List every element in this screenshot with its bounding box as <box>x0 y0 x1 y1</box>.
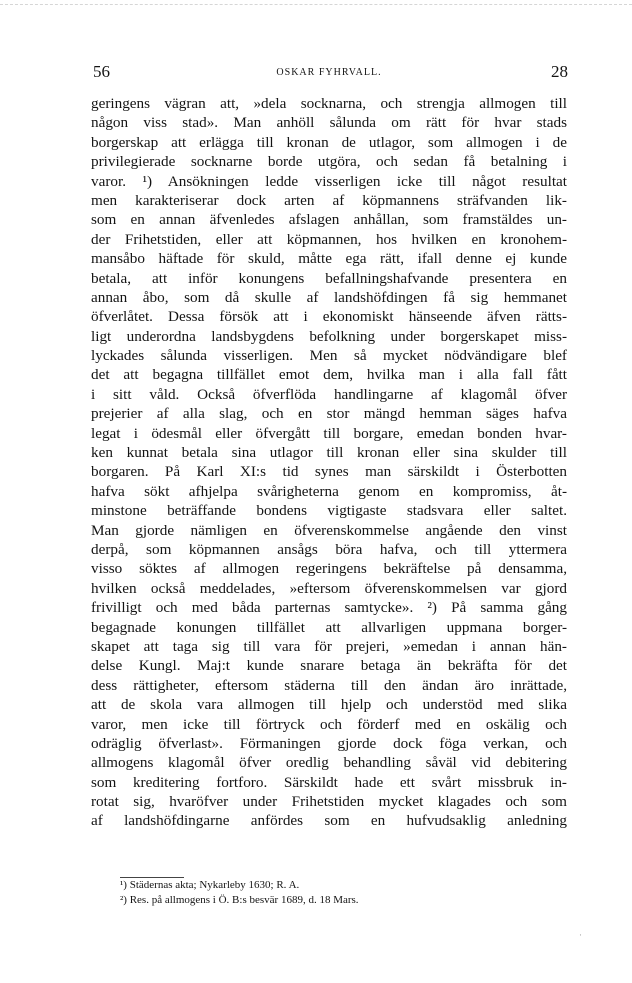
running-head: OSKAR FYHRVALL. <box>276 67 382 78</box>
text-line: öfverlåtet. Dessa försök att i ekonomiskt hänseende äfven rätts- <box>91 308 567 326</box>
footnote-1: ¹) Städernas akta; Nykarleby 1630; R. A. <box>120 879 300 891</box>
text-line: visso söktes af allmogen regeringens bekräftelse på densamma, <box>91 560 567 578</box>
footnote-2: ²) Res. på allmogens i Ö. B:s besvär 1689, d. 18 Mars. <box>120 894 359 906</box>
footnotes <box>120 878 540 908</box>
text-line: rotat sig, hvaröfver under Frihetstiden mycket klagades och som <box>91 793 567 811</box>
page-number-right: 28 <box>551 62 568 81</box>
text-line: Man gjorde nämligen en öfverenskommelse angående den vinst <box>91 521 567 539</box>
scan-edge-line <box>0 4 632 5</box>
body-text <box>91 94 567 831</box>
text-line: odräglig öfverlast». Förmaningen gjorde dock föga verkan, och <box>91 734 567 752</box>
text-line: varor, men icke till förtryck och förderf med en oskälig och <box>91 715 567 733</box>
text-line: skapet att taga sig till vara för prejeri, »emedan i annan hän- <box>91 637 567 655</box>
text-line: borgaren. På Karl XI:s tid synes man särskildt i Österbotten <box>91 463 567 481</box>
text-line: frivilligt och med båda parternas samtycke». ²) På samma gång <box>91 599 567 617</box>
text-line: varor. ¹) Ansökningen ledde visserligen icke till något resultat <box>91 172 567 190</box>
text-line: borgerskap att erlägga till kronan de utlagor, som allmogen i de <box>91 133 567 151</box>
text-line: hafva sökt afhjelpa svårigheterna genom en kompromiss, åt- <box>91 482 567 500</box>
text-line: lyckades sålunda visserligen. Men så mycket nödvändigare blef <box>91 347 567 365</box>
text-line: privilegierade socknarne borde utgöra, och sedan få betalning i <box>91 153 567 171</box>
page-number-left: 56 <box>93 62 110 81</box>
text-line: af landshöfdingarne anfördes som en hufvudsaklig anledning <box>91 812 567 830</box>
text-line: prejerier af alla slag, och en stor mängd hemman säges hafva <box>91 405 567 423</box>
text-line: i sitt våld. Också öfverflöda handlingarne af klagomål öfver <box>91 385 567 403</box>
text-line: betala, att inför konungens befallningshafvande presentera en <box>91 269 567 287</box>
text-line: allmogens klagomål öfver oredlig behandling såväl vid debitering <box>91 754 567 772</box>
text-line: mansåbo häftade för skuld, måtte ega rätt, ifall denne ej kunde <box>91 250 567 268</box>
text-line: som kreditering fortforo. Särskildt hade ett svårt missbruk in- <box>91 773 567 791</box>
scan-speck-mark: · <box>579 930 582 940</box>
text-line: delse Kungl. Maj:t kunde snarare betaga än bekräfta för det <box>91 657 567 675</box>
text-line: geringens vägran att, »dela socknarna, och strengja allmogen till <box>91 95 567 112</box>
text-line: dess rättigheter, eftersom städerna till den ändan äro inrättade, <box>91 676 567 694</box>
text-line: ligt underordna landsbygdens befolkning under borgerskapet miss- <box>91 327 567 345</box>
text-line: att de skola vara allmogen till hjelp och understöd med slika <box>91 696 567 714</box>
text-line: men karakteriserar dock arten af köpmannens sträfvanden lik- <box>91 191 567 209</box>
text-line: annan åbo, som då skulle af landshöfdingen få sig hemmanet <box>91 288 567 306</box>
text-line: legat i ödesmål eller öfvergått till borgare, emedan bonden hvar- <box>91 424 567 442</box>
text-line: derpå, som köpmannen ansågs böra hafva, och till yttermera <box>91 540 567 558</box>
text-line: det att begagna tillfället emot dem, hvilka man i alla fall fått <box>91 366 567 384</box>
text-line: der Frihetstiden, eller att köpmannen, hos hvilken en kronohem- <box>91 230 567 248</box>
text-line: hvilken också meddelades, »eftersom öfverenskommelsen var gjord <box>91 579 567 597</box>
text-line: någon viss stad». Man anhöll sålunda om rätt för hvar stads <box>91 114 567 132</box>
text-line: som en annan äfvenledes afslagen anhållan, som framstäldes un- <box>91 211 567 229</box>
text-line: ken kunnat betala sina utlagor till kronan eller sina skulder till <box>91 444 567 462</box>
text-line: minstone beträffande bondens vigtigaste stadsvara eller saltet. <box>91 502 567 520</box>
text-line: begagnade konungen tillfället att allvarligen uppmana borger- <box>91 618 567 636</box>
page-header <box>90 62 568 86</box>
